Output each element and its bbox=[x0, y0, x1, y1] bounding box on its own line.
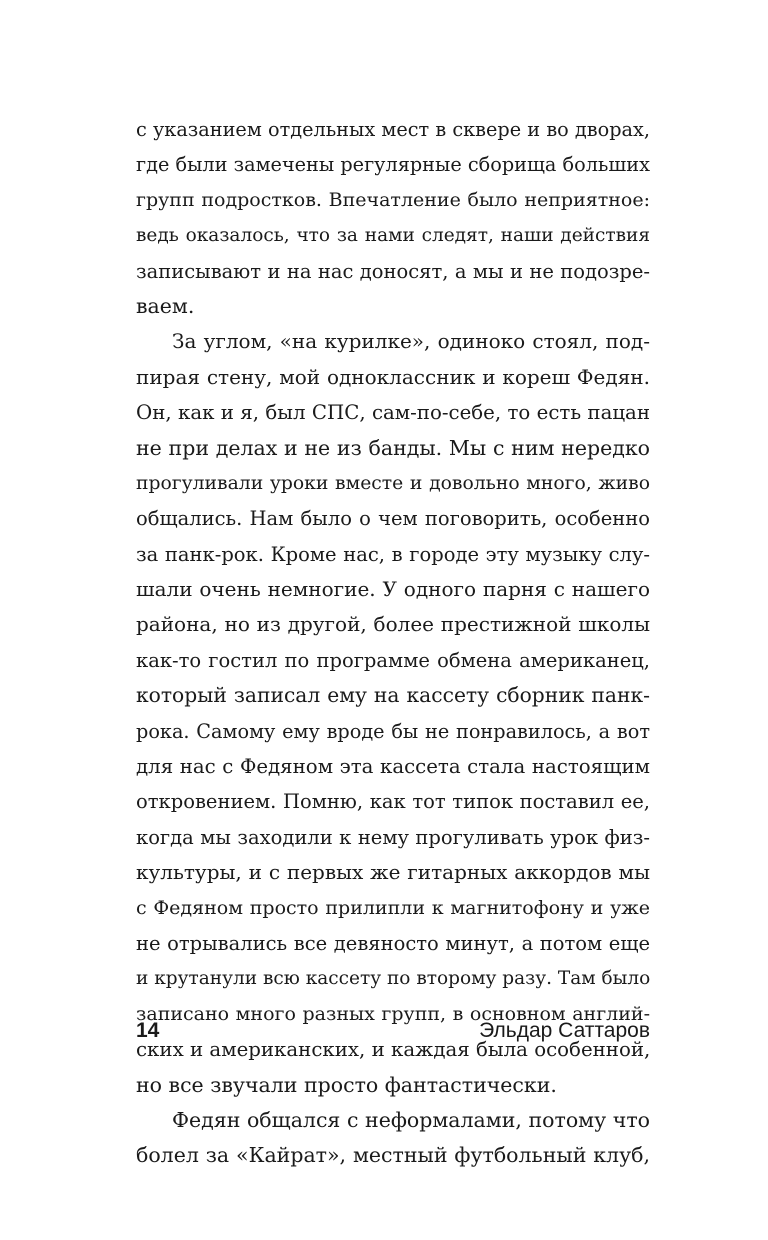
text-line: района, но из другой, более престижной школы bbox=[136, 612, 650, 637]
text-line: как-то гостил по программе обмена американец, bbox=[136, 648, 650, 672]
text-line: рока. Самому ему вроде бы не понравилось, а вот bbox=[136, 719, 650, 743]
text-line: Федян общался с неформалами, потому что bbox=[172, 1107, 650, 1132]
text-line: для нас с Федяном эта кассета стала настоящим bbox=[136, 755, 650, 779]
text-line: откровением. Помню, как тот типок поставил ее, bbox=[136, 790, 650, 814]
text-line: с указанием отдельных мест в сквере и во дворах, bbox=[136, 118, 650, 141]
page-number: 14 bbox=[136, 1019, 160, 1042]
page-footer bbox=[136, 1011, 650, 1051]
text-line: болел за «Кайрат», местный футбольный клуб, bbox=[136, 1143, 650, 1168]
text-line: где были замечены регулярные сборища больших bbox=[136, 153, 650, 177]
running-footer-author: Эльдар Саттаров bbox=[479, 1019, 650, 1042]
text-line: ских и американских, и каждая была особенной, bbox=[136, 1038, 651, 1062]
text-line: с Федяном просто прилипли к магнитофону и уже bbox=[136, 896, 650, 919]
text-line: прогуливали уроки вместе и довольно много, живо bbox=[136, 472, 650, 494]
text-line: не отрывались все девяносто минут, а потом еще bbox=[136, 931, 650, 955]
text-line: записано много разных групп, в основном англий- bbox=[136, 1002, 650, 1025]
text-line: общались. Нам было о чем поговорить, особенно bbox=[136, 507, 650, 531]
text-line: и крутанули всю кассету по второму разу. Там было bbox=[136, 968, 651, 990]
text-line: групп подростков. Впечатление было неприятное: bbox=[136, 188, 650, 211]
text-line: шали очень немногие. У одного парня с нашего bbox=[136, 577, 650, 602]
text-line: Он, как и я, был СПС, сам-по-себе, то есть пацан bbox=[136, 401, 650, 425]
text-line: За углом, «на курилке», одиноко стоял, под- bbox=[172, 329, 650, 354]
text-line: записывают и на нас доносят, а мы и не подозре- bbox=[136, 259, 650, 283]
text-line: но все звучали просто фантастически. bbox=[136, 1072, 557, 1097]
text-line: не при делах и не из банды. Мы с ним нередко bbox=[136, 435, 650, 460]
text-line: пирая стену, мой одноклассник и кореш Федян. bbox=[136, 364, 650, 389]
text-line: который записал ему на кассету сборник панк- bbox=[136, 683, 650, 708]
text-line: культуры, и с первых же гитарных аккордов мы bbox=[136, 860, 650, 885]
text-line: за панк-рок. Кроме нас, в городе эту музыку слу- bbox=[136, 542, 650, 566]
text-line: когда мы заходили к нему прогуливать урок физ- bbox=[136, 825, 650, 849]
text-line: ведь оказалось, что за нами следят, наши действия bbox=[136, 225, 650, 247]
text-line: ваем. bbox=[136, 293, 195, 318]
